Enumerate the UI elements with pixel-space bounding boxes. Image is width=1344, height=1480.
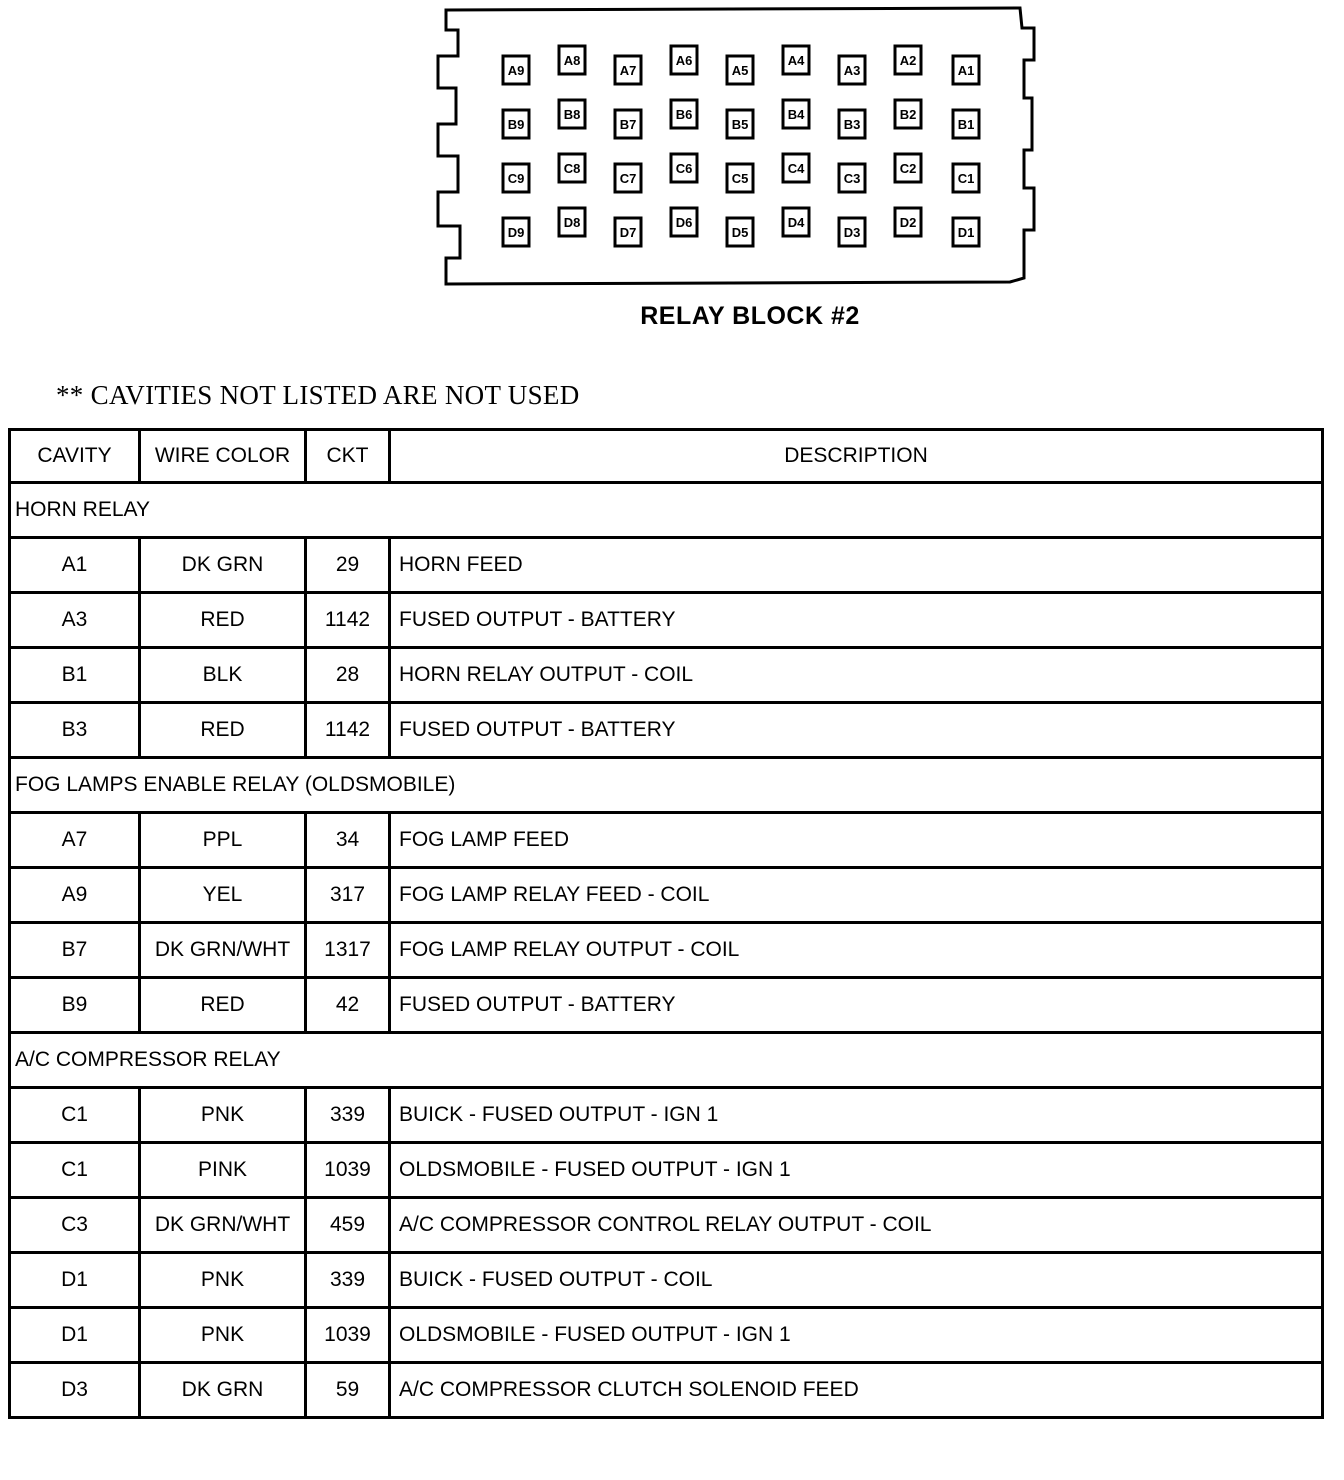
cell-wire-color: YEL (140, 868, 306, 923)
table-row (10, 1088, 1323, 1143)
cell-cavity: B7 (10, 923, 140, 978)
cavity-a5 (727, 56, 753, 84)
cavity-label: B6 (675, 107, 693, 122)
cell-ckt: 59 (306, 1363, 390, 1418)
cavity-label: D5 (731, 225, 749, 240)
table-row (10, 593, 1323, 648)
cavity-b4 (783, 100, 809, 128)
cavity-d2 (895, 208, 921, 236)
diagram-title: RELAY BLOCK #2 (640, 302, 860, 330)
cell-wire-color: DK GRN/WHT (140, 1198, 306, 1253)
cavity-label: B1 (957, 117, 975, 132)
cell-ckt: 28 (306, 648, 390, 703)
cavity-label: A1 (957, 63, 975, 78)
cell-wire-color: PNK (140, 1308, 306, 1363)
table-row (10, 868, 1323, 923)
cavity-label: D4 (787, 215, 805, 230)
section-title: FOG LAMPS ENABLE RELAY (OLDSMOBILE) (10, 758, 1323, 813)
cavity-label: A7 (619, 63, 637, 78)
table-row (10, 813, 1323, 868)
cell-wire-color: RED (140, 593, 306, 648)
cavity-b5 (727, 110, 753, 138)
header-cavity: CAVITY (10, 430, 140, 483)
cell-description: FUSED OUTPUT - BATTERY (390, 593, 1323, 648)
cell-cavity: B1 (10, 648, 140, 703)
cavity-label: C8 (563, 161, 581, 176)
cell-description: FOG LAMP FEED (390, 813, 1323, 868)
cavity-b8 (559, 100, 585, 128)
cell-wire-color: PPL (140, 813, 306, 868)
table-row (10, 1198, 1323, 1253)
table-row (10, 1143, 1323, 1198)
relay-block-diagram (430, 0, 1050, 300)
cavity-c6 (671, 154, 697, 182)
cavity-label: B2 (899, 107, 917, 122)
cell-cavity: A7 (10, 813, 140, 868)
cavity-label: B9 (507, 117, 525, 132)
cavity-label: D9 (507, 225, 525, 240)
cavity-b9 (503, 110, 529, 138)
cell-cavity: D1 (10, 1253, 140, 1308)
cell-cavity: B3 (10, 703, 140, 758)
cavity-label: D3 (843, 225, 861, 240)
cell-wire-color: BLK (140, 648, 306, 703)
cavity-label: D6 (675, 215, 693, 230)
cavity-a9 (503, 56, 529, 84)
section-row (10, 1033, 1323, 1088)
table-row (10, 648, 1323, 703)
cell-wire-color: DK GRN (140, 1363, 306, 1418)
cavity-a2 (895, 46, 921, 74)
cavity-c2 (895, 154, 921, 182)
cavity-label: C1 (957, 171, 975, 186)
cell-ckt: 1039 (306, 1308, 390, 1363)
section-row (10, 483, 1323, 538)
cavity-c3 (839, 164, 865, 192)
cavity-c8 (559, 154, 585, 182)
cell-ckt: 1142 (306, 593, 390, 648)
header-wire-color: WIRE COLOR (140, 430, 306, 483)
cavity-label: D7 (619, 225, 637, 240)
cell-ckt: 34 (306, 813, 390, 868)
cavity-a8 (559, 46, 585, 74)
cell-description: OLDSMOBILE - FUSED OUTPUT - IGN 1 (390, 1143, 1323, 1198)
cell-cavity: C3 (10, 1198, 140, 1253)
cavity-b7 (615, 110, 641, 138)
cell-description: A/C COMPRESSOR CONTROL RELAY OUTPUT - COIL (390, 1198, 1323, 1253)
cavity-a7 (615, 56, 641, 84)
cavity-d9 (503, 218, 529, 246)
cavity-d5 (727, 218, 753, 246)
header-ckt: CKT (306, 430, 390, 483)
cell-wire-color: RED (140, 703, 306, 758)
cavity-d1 (953, 218, 979, 246)
table-row (10, 1253, 1323, 1308)
cavity-label: A4 (787, 53, 805, 68)
table-row (10, 923, 1323, 978)
cavity-label: C5 (731, 171, 749, 186)
cell-cavity: D1 (10, 1308, 140, 1363)
table-row (10, 978, 1323, 1033)
cell-description: BUICK - FUSED OUTPUT - IGN 1 (390, 1088, 1323, 1143)
section-title: HORN RELAY (10, 483, 1323, 538)
table-row (10, 538, 1323, 593)
cavity-c9 (503, 164, 529, 192)
section-row (10, 758, 1323, 813)
cavity-label: B7 (619, 117, 637, 132)
cavity-label: D1 (957, 225, 975, 240)
cavity-label: B5 (731, 117, 749, 132)
cell-cavity: A1 (10, 538, 140, 593)
cavity-c1 (953, 164, 979, 192)
cavity-label: C3 (843, 171, 861, 186)
cell-ckt: 317 (306, 868, 390, 923)
cell-ckt: 42 (306, 978, 390, 1033)
cavity-b3 (839, 110, 865, 138)
header-description: DESCRIPTION (390, 430, 1323, 483)
cavity-b1 (953, 110, 979, 138)
cell-description: FUSED OUTPUT - BATTERY (390, 703, 1323, 758)
section-title: A/C COMPRESSOR RELAY (10, 1033, 1323, 1088)
cell-description: A/C COMPRESSOR CLUTCH SOLENOID FEED (390, 1363, 1323, 1418)
table-row (10, 703, 1323, 758)
cell-description: HORN RELAY OUTPUT - COIL (390, 648, 1323, 703)
cell-wire-color: PNK (140, 1253, 306, 1308)
cavity-label: C9 (507, 171, 525, 186)
cell-cavity: C1 (10, 1143, 140, 1198)
cell-description: HORN FEED (390, 538, 1323, 593)
cavity-d3 (839, 218, 865, 246)
cell-wire-color: DK GRN (140, 538, 306, 593)
cell-ckt: 339 (306, 1253, 390, 1308)
cell-description: FUSED OUTPUT - BATTERY (390, 978, 1323, 1033)
cell-description: FOG LAMP RELAY OUTPUT - COIL (390, 923, 1323, 978)
cavity-d7 (615, 218, 641, 246)
cell-wire-color: DK GRN/WHT (140, 923, 306, 978)
cavity-label: A6 (675, 53, 693, 68)
cavity-label: B3 (843, 117, 861, 132)
cell-description: FOG LAMP RELAY FEED - COIL (390, 868, 1323, 923)
cell-description: BUICK - FUSED OUTPUT - COIL (390, 1253, 1323, 1308)
cell-wire-color: RED (140, 978, 306, 1033)
cavity-label: B4 (787, 107, 805, 122)
cavity-label: A2 (899, 53, 917, 68)
cell-ckt: 1142 (306, 703, 390, 758)
cavity-label: C6 (675, 161, 693, 176)
cavity-label: B8 (563, 107, 581, 122)
cavity-c4 (783, 154, 809, 182)
cell-cavity: A3 (10, 593, 140, 648)
cell-wire-color: PNK (140, 1088, 306, 1143)
cell-wire-color: PINK (140, 1143, 306, 1198)
cell-ckt: 29 (306, 538, 390, 593)
cavity-a3 (839, 56, 865, 84)
table-row (10, 1308, 1323, 1363)
cell-ckt: 459 (306, 1198, 390, 1253)
cell-cavity: B9 (10, 978, 140, 1033)
cavity-label: D8 (563, 215, 581, 230)
cavity-c5 (727, 164, 753, 192)
cell-ckt: 1039 (306, 1143, 390, 1198)
cell-cavity: D3 (10, 1363, 140, 1418)
cavity-label: C2 (899, 161, 917, 176)
cell-cavity: A9 (10, 868, 140, 923)
cell-ckt: 1317 (306, 923, 390, 978)
cavity-label: C7 (619, 171, 637, 186)
cavity-label: A3 (843, 63, 861, 78)
cavity-label: D2 (899, 215, 917, 230)
cell-cavity: C1 (10, 1088, 140, 1143)
cavity-d8 (559, 208, 585, 236)
cavity-label: C4 (787, 161, 805, 176)
cavity-a6 (671, 46, 697, 74)
table-row (10, 1363, 1323, 1418)
cell-ckt: 339 (306, 1088, 390, 1143)
cavity-d6 (671, 208, 697, 236)
cavity-b2 (895, 100, 921, 128)
cavity-label: A8 (563, 53, 581, 68)
cavity-a1 (953, 56, 979, 84)
unused-cavities-note: ** CAVITIES NOT LISTED ARE NOT USED (56, 380, 580, 410)
table-header-row (10, 430, 1323, 483)
cavity-b6 (671, 100, 697, 128)
cavity-label: A5 (731, 63, 749, 78)
cavity-a4 (783, 46, 809, 74)
cavity-d4 (783, 208, 809, 236)
cavity-c7 (615, 164, 641, 192)
cell-description: OLDSMOBILE - FUSED OUTPUT - IGN 1 (390, 1308, 1323, 1363)
pinout-table (8, 428, 1324, 1419)
cavity-label: A9 (507, 63, 525, 78)
